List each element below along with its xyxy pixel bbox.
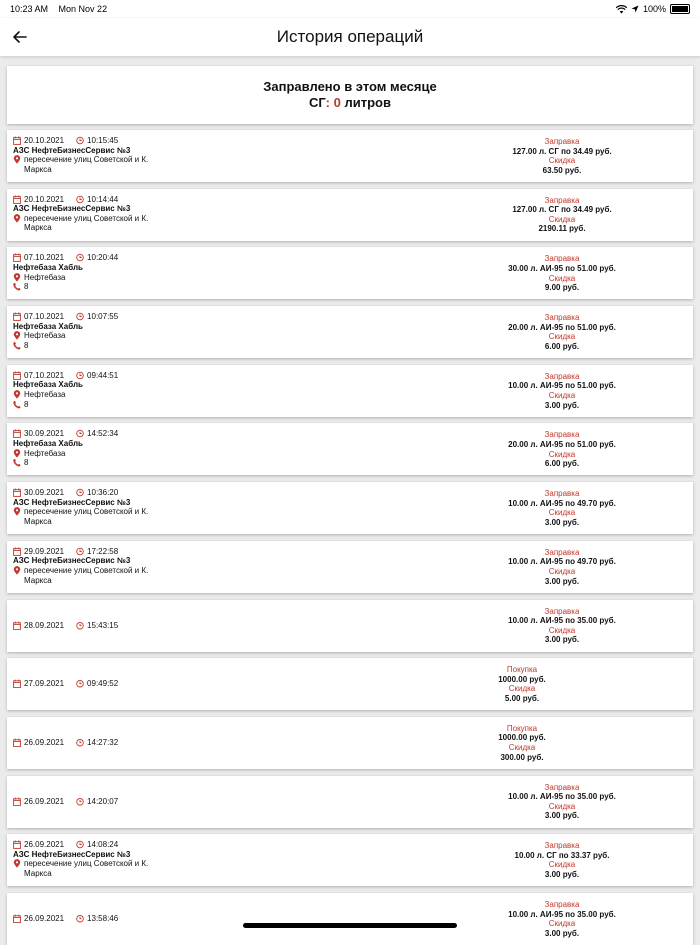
- status-time: 10:23 AM: [10, 4, 49, 14]
- date-time-row: [13, 253, 333, 263]
- tx-time: 13:58:46: [87, 914, 119, 924]
- station-address: Нефтебаза: [24, 389, 66, 399]
- station-address: пересечение улиц Советской и К. Маркса: [24, 859, 149, 879]
- discount-amount: 3.00 руб.: [544, 869, 580, 879]
- clock-icon: [76, 547, 84, 556]
- transaction-card[interactable]: [7, 365, 693, 417]
- page-title: История операций: [276, 27, 424, 46]
- discount-label: Скидка: [548, 273, 576, 283]
- tx-time: 14:52:34: [87, 429, 119, 439]
- transaction-info: [13, 547, 333, 585]
- transaction-amounts: [447, 372, 677, 410]
- transaction-amounts: [447, 254, 677, 292]
- discount-amount: 300.00 руб.: [500, 752, 544, 762]
- calendar-icon: [13, 797, 21, 806]
- tx-type: Покупка: [506, 723, 538, 733]
- transaction-info: [13, 679, 333, 689]
- station-name: Нефтебаза Хабль: [13, 262, 83, 272]
- date-time-row: [13, 488, 333, 498]
- discount-amount: 9.00 руб.: [544, 282, 580, 292]
- station-name: АЗС НефтеБизнесСервис №3: [13, 556, 131, 566]
- station-name: АЗС НефтеБизнесСервис №3: [13, 145, 131, 155]
- discount-amount: 5.00 руб.: [504, 693, 540, 703]
- tx-details: 30.00 л. АИ-95 по 51.00 руб.: [508, 263, 616, 273]
- date-time-row: [13, 429, 333, 439]
- location-pin-icon: [13, 449, 21, 458]
- date-time-row: [13, 195, 333, 205]
- station-address: Нефтебаза: [24, 448, 66, 458]
- tx-details: 1000.00 руб.: [498, 674, 546, 684]
- tx-details: 10.00 л. АИ-95 по 35.00 руб.: [508, 909, 616, 919]
- calendar-icon: [13, 488, 21, 497]
- tx-details: 10.00 л. АИ-95 по 49.70 руб.: [508, 498, 616, 508]
- station-name: АЗС НефтеБизнесСервис №3: [13, 204, 131, 214]
- tx-date: 20.10.2021: [24, 136, 65, 145]
- tx-time: 14:08:24: [87, 840, 119, 850]
- summary-unit: литров: [344, 95, 391, 110]
- tx-details: 10.00 л. АИ-95 по 35.00 руб.: [508, 791, 616, 801]
- battery-icon: [670, 4, 690, 14]
- tx-time: 09:44:51: [87, 370, 119, 380]
- discount-amount: 3.00 руб.: [544, 928, 580, 938]
- station-address: пересечение улиц Советской и К. Маркса: [24, 566, 149, 585]
- tx-type: Заправка: [544, 195, 580, 205]
- discount-label: Скидка: [548, 801, 576, 811]
- station-name: Нефтебаза Хабль: [13, 380, 83, 390]
- tx-type: Заправка: [544, 371, 580, 381]
- transaction-card[interactable]: [7, 893, 693, 945]
- transaction-info: [13, 797, 333, 807]
- phone-icon: [13, 282, 21, 291]
- clock-icon: [76, 312, 84, 321]
- tx-date: 07.10.2021: [24, 253, 65, 263]
- tx-details: 127.00 л. СГ по 34.49 руб.: [512, 205, 612, 215]
- tx-time: 17:22:58: [87, 546, 119, 556]
- address-row: [13, 507, 333, 526]
- address-row: [13, 331, 333, 341]
- tx-details: 20.00 л. АИ-95 по 51.00 руб.: [508, 439, 616, 449]
- clock-icon: [76, 679, 84, 688]
- address-row: [13, 859, 333, 878]
- date-time-row: [13, 547, 333, 557]
- transaction-card[interactable]: [7, 717, 693, 769]
- transaction-info: [13, 738, 333, 748]
- date-time-row: [13, 312, 333, 322]
- tx-date: 07.10.2021: [24, 370, 65, 380]
- tx-date: 07.10.2021: [24, 312, 65, 322]
- tx-type: Заправка: [544, 899, 580, 909]
- transaction-card[interactable]: [7, 658, 693, 710]
- clock-icon: [76, 429, 84, 438]
- calendar-icon: [13, 547, 21, 556]
- discount-amount: 3.00 руб.: [544, 635, 580, 645]
- discount-label: Скидка: [548, 156, 576, 165]
- transaction-card[interactable]: [7, 189, 693, 241]
- transaction-card[interactable]: [7, 247, 693, 299]
- phone-row: [13, 458, 333, 468]
- tx-type: Заправка: [544, 136, 580, 146]
- transaction-amounts: [447, 548, 677, 586]
- phone-row: [13, 282, 333, 292]
- phone-row: [13, 341, 333, 351]
- tx-date: 30.09.2021: [24, 488, 65, 498]
- clock-icon: [76, 914, 84, 923]
- transaction-list: [0, 130, 700, 945]
- tx-details: 1000.00 руб.: [498, 733, 546, 743]
- address-row: [13, 214, 333, 233]
- location-pin-icon: [13, 507, 21, 516]
- transaction-card[interactable]: [7, 776, 693, 828]
- address-row: [13, 273, 333, 283]
- battery-percent: 100%: [642, 4, 666, 14]
- tx-time: 10:20:44: [87, 253, 119, 263]
- calendar-icon: [13, 738, 21, 747]
- location-pin-icon: [13, 155, 21, 164]
- tx-date: 28.09.2021: [24, 620, 65, 630]
- address-row: [13, 566, 333, 585]
- address-row: [13, 390, 333, 400]
- discount-label: Скидка: [548, 508, 576, 518]
- clock-icon: [76, 797, 84, 806]
- date-time-row: [13, 371, 333, 381]
- clock-icon: [76, 371, 84, 380]
- station-address: Нефтебаза: [24, 331, 66, 341]
- transaction-info: [13, 488, 333, 526]
- discount-label: Скидка: [548, 918, 576, 928]
- transaction-amounts: [472, 724, 572, 762]
- transaction-amounts: [447, 196, 677, 234]
- transaction-amounts: [447, 782, 677, 820]
- date-time-row: [13, 136, 333, 146]
- monthly-summary: [7, 66, 693, 124]
- discount-label: Скидка: [548, 625, 576, 635]
- tx-details: 20.00 л. АИ-95 по 51.00 руб.: [508, 322, 616, 332]
- transaction-info: [13, 195, 333, 233]
- summary-fuel: СГ: [309, 95, 326, 110]
- station-name: Нефтебаза Хабль: [13, 439, 83, 449]
- location-arrow-icon: [631, 5, 639, 13]
- transaction-amounts: [447, 313, 677, 351]
- date-time-row: [13, 679, 333, 689]
- transaction-info: [13, 429, 333, 467]
- transaction-amounts: [447, 606, 677, 644]
- location-pin-icon: [13, 331, 21, 340]
- discount-amount: 6.00 руб.: [544, 459, 580, 469]
- tx-time: 09:49:52: [87, 679, 119, 689]
- transaction-info: [13, 621, 333, 631]
- discount-label: Скидка: [548, 332, 576, 342]
- phone-row: [13, 400, 333, 410]
- wifi-icon: [616, 5, 627, 14]
- tx-details: 127.00 л. СГ по 34.49 руб.: [512, 146, 612, 156]
- clock-icon: [76, 621, 84, 630]
- transaction-card[interactable]: [7, 482, 693, 534]
- tx-type: Заправка: [544, 254, 580, 264]
- summary-sep: :: [325, 95, 330, 110]
- phone-icon: [13, 400, 21, 409]
- calendar-icon: [13, 679, 21, 688]
- station-address: Нефтебаза: [24, 272, 66, 282]
- summary-title: Заправлено в этом месяце: [263, 79, 437, 94]
- calendar-icon: [13, 621, 21, 630]
- transaction-amounts: [447, 430, 677, 468]
- discount-amount: 2190.11 руб.: [538, 224, 586, 234]
- location-pin-icon: [13, 214, 21, 223]
- clock-icon: [76, 253, 84, 262]
- tx-date: 26.09.2021: [24, 796, 65, 806]
- tx-time: 15:43:15: [87, 620, 119, 630]
- status-date: Mon Nov 22: [58, 4, 108, 14]
- clock-icon: [76, 738, 84, 747]
- summary-fuel-line: [309, 95, 391, 111]
- location-pin-icon: [13, 566, 21, 575]
- station-phone[interactable]: 8: [24, 458, 29, 468]
- home-indicator[interactable]: [243, 923, 457, 928]
- nav-bar: [0, 18, 700, 56]
- transaction-info: [13, 840, 333, 878]
- phone-icon: [13, 341, 21, 350]
- date-time-row: [13, 621, 333, 631]
- discount-label: Скидка: [548, 390, 576, 400]
- discount-amount: 6.00 руб.: [544, 341, 580, 351]
- calendar-icon: [13, 312, 21, 321]
- location-pin-icon: [13, 273, 21, 282]
- location-pin-icon: [13, 390, 21, 399]
- transaction-amounts: [447, 489, 677, 527]
- tx-type: Покупка: [506, 665, 538, 674]
- clock-icon: [76, 136, 84, 145]
- transaction-info: [13, 312, 333, 350]
- discount-amount: 3.00 руб.: [544, 517, 580, 527]
- tx-time: 10:15:45: [87, 136, 119, 145]
- clock-icon: [76, 840, 84, 849]
- tx-type: Заправка: [544, 430, 580, 440]
- tx-date: 26.09.2021: [24, 914, 65, 924]
- calendar-icon: [13, 136, 21, 145]
- tx-date: 27.09.2021: [24, 679, 65, 689]
- station-name: АЗС НефтеБизнесСервис №3: [13, 497, 131, 507]
- transaction-card[interactable]: [7, 423, 693, 475]
- station-name: Нефтебаза Хабль: [13, 321, 83, 331]
- location-pin-icon: [13, 859, 21, 868]
- calendar-icon: [13, 429, 21, 438]
- discount-label: Скидка: [508, 684, 536, 694]
- discount-amount: 3.00 руб.: [544, 400, 580, 410]
- station-name: АЗС НефтеБизнесСервис №3: [13, 849, 131, 859]
- discount-amount: 3.00 руб.: [544, 811, 580, 821]
- discount-amount: 63.50 руб.: [542, 165, 582, 175]
- station-address: пересечение улиц Советской и К. Маркса: [24, 155, 149, 174]
- clock-icon: [76, 195, 84, 204]
- tx-time: 14:20:07: [87, 796, 119, 806]
- calendar-icon: [13, 195, 21, 204]
- tx-date: 29.09.2021: [24, 546, 65, 556]
- discount-amount: 3.00 руб.: [544, 576, 580, 586]
- address-row: [13, 449, 333, 459]
- transaction-info: [13, 253, 333, 291]
- transaction-amounts: [472, 665, 572, 703]
- tx-type: Заправка: [544, 606, 580, 616]
- tx-type: Заправка: [544, 312, 580, 322]
- station-address: пересечение улиц Советской и К. Маркса: [24, 213, 149, 233]
- tx-type: Заправка: [544, 782, 580, 792]
- discount-label: Скидка: [548, 860, 576, 870]
- tx-details: 10.00 л. АИ-95 по 35.00 руб.: [508, 615, 616, 625]
- tx-type: Заправка: [544, 841, 580, 851]
- transaction-amounts: [447, 841, 677, 879]
- status-left: [10, 4, 115, 14]
- calendar-icon: [13, 914, 21, 923]
- tx-type: Заправка: [544, 547, 580, 557]
- station-address: пересечение улиц Советской и К. Маркса: [24, 507, 149, 526]
- date-time-row: [13, 840, 333, 850]
- transaction-amounts: [447, 137, 677, 175]
- calendar-icon: [13, 253, 21, 262]
- phone-icon: [13, 458, 21, 467]
- discount-label: Скидка: [548, 566, 576, 576]
- tx-date: 30.09.2021: [24, 429, 65, 439]
- date-time-row: [13, 738, 333, 748]
- transaction-info: [13, 371, 333, 409]
- transaction-card[interactable]: [7, 541, 693, 593]
- transaction-amounts: [447, 900, 677, 938]
- summary-amount: 0: [333, 95, 341, 110]
- status-bar: [0, 0, 700, 18]
- back-arrow-icon[interactable]: [10, 27, 30, 47]
- transaction-card[interactable]: [7, 600, 693, 652]
- clock-icon: [76, 488, 84, 497]
- status-right: [616, 4, 690, 14]
- tx-date: 26.09.2021: [24, 738, 65, 748]
- tx-date: 26.09.2021: [24, 840, 65, 850]
- tx-details: 10.00 л. АИ-95 по 49.70 руб.: [508, 557, 616, 567]
- transaction-card[interactable]: [7, 306, 693, 358]
- tx-date: 20.10.2021: [24, 194, 65, 204]
- tx-details: 10.00 л. СГ по 33.37 руб.: [514, 850, 610, 860]
- calendar-icon: [13, 840, 21, 849]
- discount-label: Скидка: [548, 449, 576, 459]
- transaction-card[interactable]: [7, 834, 693, 886]
- tx-time: 10:14:44: [87, 194, 119, 204]
- tx-time: 14:27:32: [87, 738, 119, 748]
- tx-time: 10:36:20: [87, 488, 119, 498]
- tx-details: 10.00 л. АИ-95 по 51.00 руб.: [508, 381, 616, 391]
- station-phone[interactable]: 8: [24, 340, 29, 350]
- date-time-row: [13, 797, 333, 807]
- tx-type: Заправка: [544, 488, 580, 498]
- station-phone[interactable]: 8: [24, 282, 29, 292]
- transaction-card[interactable]: [7, 130, 693, 182]
- tx-time: 10:07:55: [87, 312, 119, 322]
- address-row: [13, 155, 333, 174]
- transaction-info: [13, 136, 333, 174]
- discount-label: Скидка: [548, 214, 576, 224]
- station-phone[interactable]: 8: [24, 399, 29, 409]
- calendar-icon: [13, 371, 21, 380]
- discount-label: Скидка: [508, 742, 536, 752]
